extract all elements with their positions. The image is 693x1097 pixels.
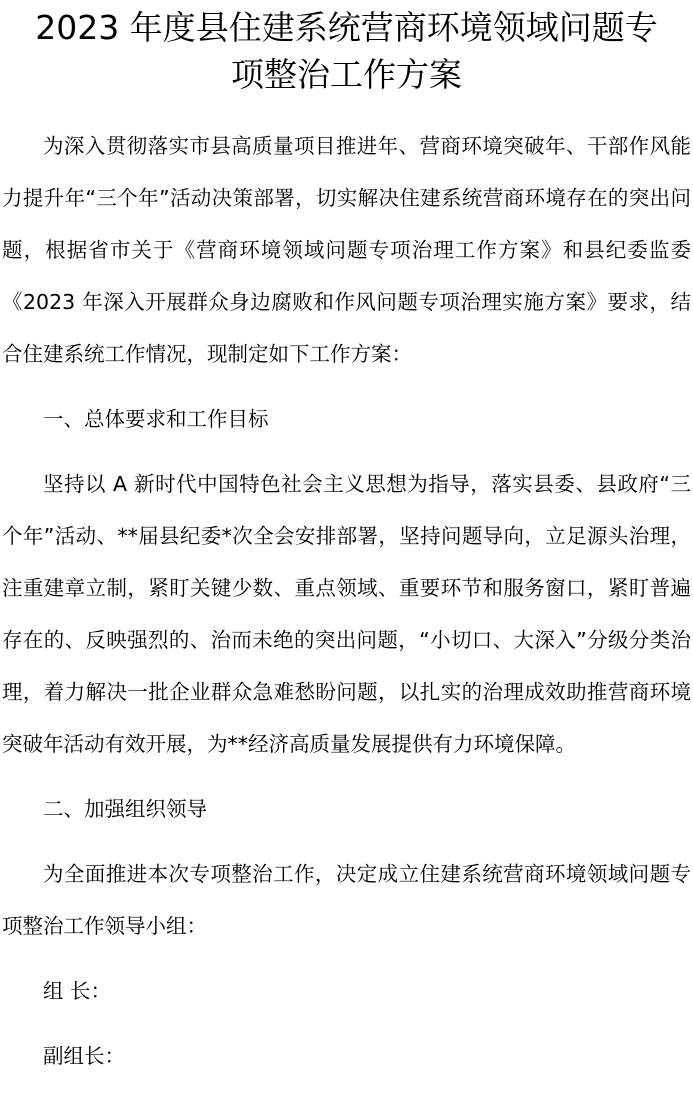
section2-paragraph: 为全面推进本次专项整治工作，决定成立住建系统营商环境领域问题专项整治工作领导小组：	[2, 862, 691, 938]
section1-heading: 一、总体要求和工作目标	[43, 407, 269, 431]
deputy-leader-label: 副组长：	[43, 1044, 125, 1068]
document-title-line1: 2023 年度县住建系统营商环境领域问题专	[35, 8, 658, 47]
leader-label: 组 长：	[43, 979, 112, 1003]
section2-heading: 二、加强组织领导	[43, 797, 207, 821]
document-title	[2, 4, 691, 98]
section1-paragraph: 坚持以 A 新时代中国特色社会主义思想为指导，落实县委、县政府“三个年”活动、**届县纪委*次全会安排部署，坚持问题导向，立足源头治理，注重建章立制，紧盯关键少数、重点领域、重要环节和服务窗口，紧盯普遍存在的、反映强烈的、治而未绝的突出问题，“小切口、大深入”分级分类治理，着力解决一批企业群众急难愁盼问题，以扎实的治理成效助推营商环境突破年活动有效开展，为**经济高质量发展提供有力环境保障。	[2, 472, 691, 756]
document-title-line2: 项整治工作方案	[231, 55, 462, 94]
intro-paragraph: 为深入贯彻落实市县高质量项目推进年、营商环境突破年、干部作风能力提升年“三个年”活动决策部署，切实解决住建系统营商环境存在的突出问题，根据省市关于《营商环境领域问题专项治理工作方案》和县纪委监委《2023 年深入开展群众身边腐败和作风问题专项治理实施方案》要求，结合住建系统工作情况，现制定如下工作方案：	[2, 134, 691, 366]
